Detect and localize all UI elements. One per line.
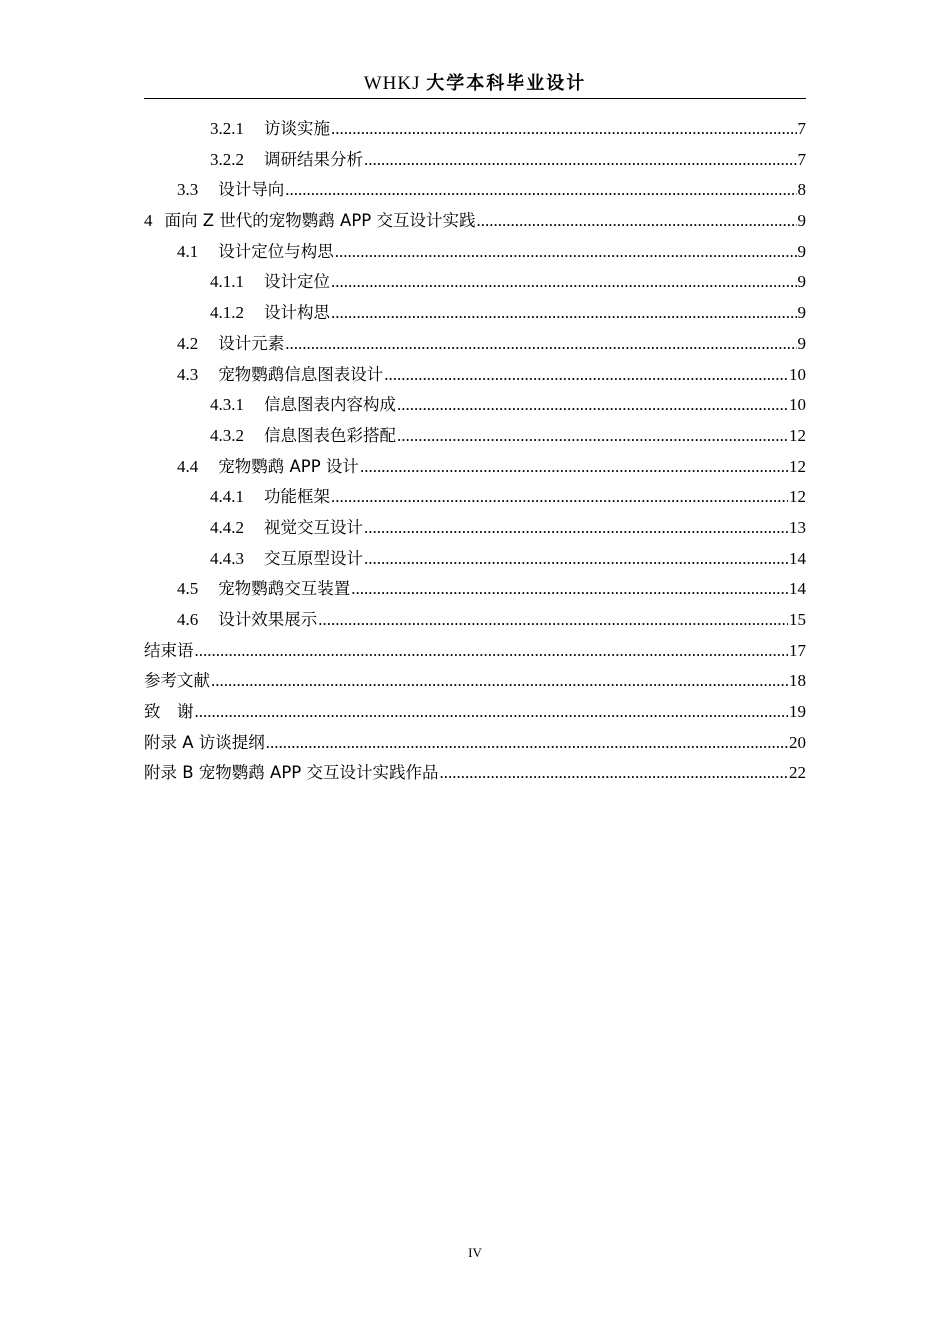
toc-entry-title: 设计效果展示	[218, 610, 318, 629]
toc-dot-leader	[331, 114, 797, 145]
toc-entry-page: 10	[789, 364, 806, 384]
toc-entry-number: 4.3.2	[210, 425, 244, 445]
toc-entry-title: 信息图表内容构成	[264, 395, 396, 415]
toc-entry-page: 18	[789, 671, 806, 691]
toc-entry[interactable]	[144, 329, 806, 360]
toc-entry[interactable]	[144, 513, 806, 544]
toc-dot-leader	[266, 728, 788, 759]
toc-entry[interactable]	[144, 237, 806, 268]
toc-dot-leader	[195, 636, 789, 667]
toc-entry-page: 13	[789, 517, 806, 537]
toc-dot-leader	[331, 298, 797, 329]
toc-entry-title: 附录 A 访谈提纲	[144, 732, 265, 752]
toc-entry-number: 3.2.1	[210, 119, 244, 138]
toc-dot-leader	[331, 267, 797, 298]
toc-dot-leader	[364, 544, 788, 575]
toc-entry-number: 4	[144, 211, 153, 231]
toc-entry-number: 3.3	[177, 180, 199, 200]
toc-dot-leader	[360, 452, 788, 483]
toc-dot-leader	[285, 329, 796, 360]
toc-entry-number: 4.4.3	[210, 548, 244, 568]
toc-entry-page: 9	[797, 333, 806, 353]
header-rule	[144, 98, 806, 99]
toc-entry[interactable]	[144, 267, 806, 298]
toc-entry-title: 参考文献	[144, 671, 210, 691]
toc-entry[interactable]	[144, 758, 806, 789]
toc-entry-number: 3.2.2	[210, 149, 244, 169]
toc-entry-page: 12	[789, 456, 806, 476]
toc-entry-title: 面向 Z 世代的宠物鹦鹉 APP 交互设计实践	[164, 211, 476, 231]
toc-dot-leader	[211, 666, 788, 697]
toc-entry-number: 4.4	[177, 456, 199, 476]
toc-entry-page: 17	[789, 640, 806, 660]
toc-entry-page: 19	[789, 702, 806, 722]
toc-entry-title: 宠物鹦鹉信息图表设计	[218, 364, 384, 384]
toc-entry-page: 12	[789, 487, 806, 507]
toc-entry-page: 22	[789, 763, 806, 783]
toc-entry[interactable]	[144, 145, 806, 176]
toc-dot-leader	[285, 175, 796, 206]
toc-entry-title: 结束语	[144, 640, 194, 660]
toc-entry-title: 视觉交互设计	[264, 517, 363, 537]
toc-entry-title: 设计导向	[218, 180, 285, 200]
header-title: 大学本科毕业设计	[426, 73, 587, 94]
toc-entry-page: 9	[797, 211, 806, 231]
toc-entry-number: 4.1.1	[210, 272, 244, 292]
toc-dot-leader	[384, 360, 788, 391]
toc-entry-title: 宠物鹦鹉交互装置	[218, 579, 351, 599]
toc-entry[interactable]	[144, 574, 806, 605]
toc-dot-leader	[397, 390, 788, 421]
toc-entry-title: 访谈实施	[264, 119, 330, 138]
toc-entry-page: 7	[797, 149, 806, 169]
toc-entry[interactable]	[144, 390, 806, 421]
toc-entry-number: 4.5	[177, 579, 199, 599]
toc-dot-leader	[476, 206, 796, 237]
toc-entry-page: 14	[789, 579, 806, 599]
toc-entry[interactable]	[144, 482, 806, 513]
toc-dot-leader	[331, 482, 788, 513]
header-prefix: WHKJ	[363, 73, 427, 94]
toc-entry-number: 4.2	[177, 333, 199, 353]
toc-entry-number: 4.4.1	[210, 487, 244, 507]
toc-dot-leader	[335, 237, 797, 268]
toc-entry[interactable]	[144, 728, 806, 759]
toc-entry-number: 4.1	[177, 241, 199, 261]
toc-entry-page: 15	[789, 610, 806, 629]
toc-entry[interactable]	[144, 360, 806, 391]
toc-entry-page: 9	[797, 272, 806, 292]
toc-entry-number: 4.3	[177, 364, 199, 384]
page-header	[144, 70, 806, 98]
toc-entry-page: 8	[797, 180, 806, 200]
toc-entry[interactable]	[144, 421, 806, 452]
toc-entry-title: 设计元素	[218, 333, 285, 353]
toc-entry-number: 4.1.2	[210, 303, 244, 323]
toc-entry-page: 14	[789, 548, 806, 568]
toc-entry[interactable]	[144, 636, 806, 667]
toc-dot-leader	[440, 758, 789, 789]
toc-entry[interactable]	[144, 544, 806, 575]
toc-entry-title: 设计定位与构思	[218, 241, 334, 261]
toc-entry[interactable]	[144, 452, 806, 483]
toc-entry-title: 调研结果分析	[264, 149, 363, 169]
toc-entry-number: 4.6	[177, 610, 199, 629]
toc-entry-title: 宠物鹦鹉 APP 设计	[218, 456, 359, 476]
toc-entry-title: 信息图表色彩搭配	[264, 425, 396, 445]
toc-entry-number: 4.4.2	[210, 517, 244, 537]
toc-entry-page: 12	[789, 425, 806, 445]
toc-entry[interactable]	[144, 206, 806, 237]
toc-entry-title: 交互原型设计	[264, 548, 363, 568]
toc-entry[interactable]	[144, 298, 806, 329]
toc-dot-leader	[351, 574, 788, 605]
toc-dot-leader	[364, 145, 797, 176]
toc-entry-number: 4.3.1	[210, 395, 244, 415]
toc-dot-leader	[397, 421, 788, 452]
toc-entry-title: 设计定位	[264, 272, 330, 292]
toc-entry[interactable]	[144, 666, 806, 697]
toc-entry[interactable]	[144, 175, 806, 206]
toc-dot-leader	[364, 513, 788, 544]
toc-entry-title: 功能框架	[264, 487, 330, 507]
toc-dot-leader	[318, 605, 788, 636]
toc-entry[interactable]	[144, 605, 806, 636]
toc-entry-page: 20	[789, 732, 806, 752]
toc-entry[interactable]	[144, 697, 806, 728]
toc-entry-page: 10	[789, 395, 806, 415]
toc-entry-page: 9	[797, 303, 806, 323]
toc-dot-leader	[195, 697, 789, 728]
toc-entry-title: 设计构思	[264, 303, 330, 323]
toc-entry-title: 致 谢	[144, 702, 194, 722]
toc-entry-page: 7	[797, 119, 806, 138]
toc-entry-title: 附录 B 宠物鹦鹉 APP 交互设计实践作品	[144, 763, 439, 783]
page-number: IV	[468, 1245, 482, 1260]
toc-entry[interactable]	[144, 114, 806, 145]
table-of-contents	[144, 114, 806, 789]
toc-entry-page: 9	[797, 241, 806, 261]
